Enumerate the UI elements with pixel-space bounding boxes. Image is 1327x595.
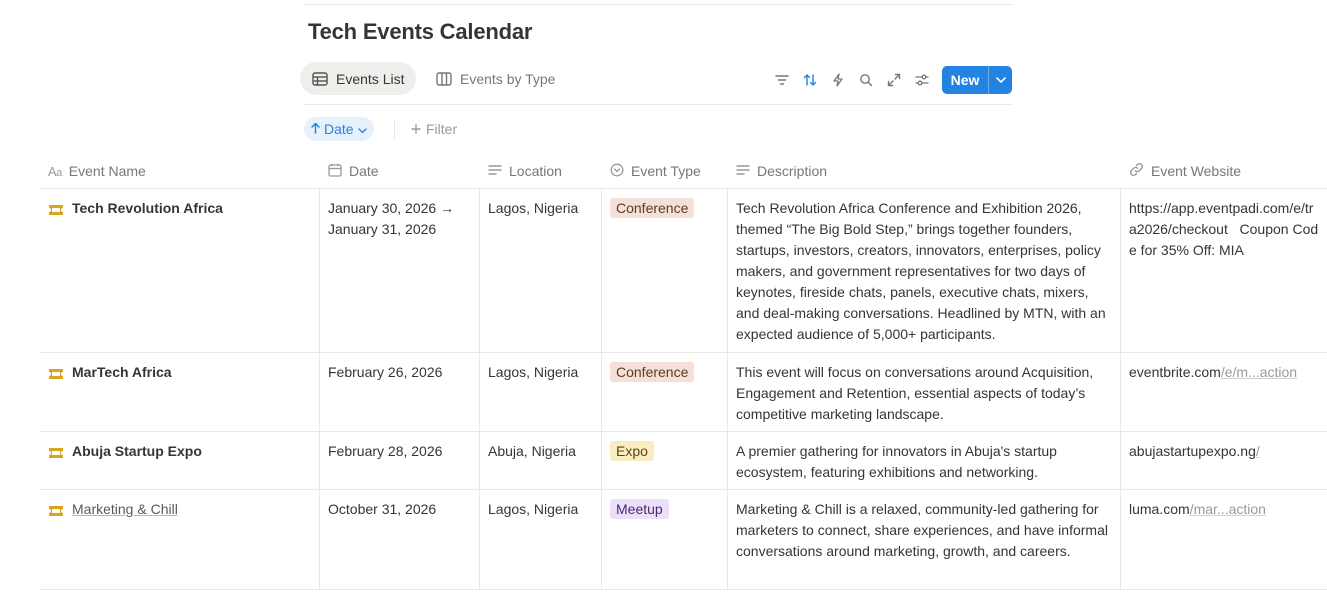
- table-icon: [312, 72, 328, 86]
- date-cell[interactable]: [320, 490, 480, 589]
- location: Abuja, Nigeria: [488, 443, 576, 459]
- text-lines-icon: [736, 163, 750, 179]
- description: A premier gathering for innovators in Abuja's startup ecosystem, featuring exhibitions and networking.: [736, 443, 1057, 480]
- column-label: Location: [509, 163, 562, 179]
- description-cell[interactable]: [728, 490, 1121, 589]
- tab-label: Events List: [336, 70, 405, 87]
- views-divider: [304, 104, 1013, 105]
- table-row[interactable]: [40, 189, 1327, 353]
- description: Tech Revolution Africa Conference and Exhibition 2026, themed “The Big Bold Step,” brings together founders, startups, investors, creators, innovators, enterprises, policy makers, and government representatives for two days of keynotes, fireside chats, panels, executive chats, mixers, and deal-making conversations. Headlined by MTN, with an expected audience of 5,000+ participants.: [736, 200, 1106, 342]
- website-link[interactable]: [1129, 364, 1297, 380]
- location-cell[interactable]: [480, 353, 602, 431]
- location-cell[interactable]: [480, 490, 602, 589]
- column-header-event-type[interactable]: [602, 154, 728, 188]
- expand-icon[interactable]: [885, 71, 903, 89]
- page-title: Tech Events Calendar: [308, 19, 533, 44]
- event-name: MarTech Africa: [72, 364, 172, 380]
- column-label: Date: [349, 163, 379, 179]
- arrow-up-icon: [311, 121, 320, 137]
- event-name: Tech Revolution Africa: [72, 200, 223, 216]
- plus-icon: [411, 121, 421, 137]
- search-icon[interactable]: [857, 71, 875, 89]
- column-header-event-website[interactable]: [1121, 154, 1327, 188]
- link-icon: [1129, 162, 1144, 180]
- chevron-down-icon[interactable]: [989, 66, 1012, 94]
- board-icon: [436, 72, 452, 86]
- date-start: January 30, 2026 →: [328, 200, 455, 216]
- title-aa-icon: Aa: [48, 163, 62, 179]
- column-label: Description: [757, 163, 828, 179]
- location-cell[interactable]: [480, 189, 602, 352]
- location-cell[interactable]: [480, 432, 602, 489]
- location: Lagos, Nigeria: [488, 501, 579, 517]
- top-divider: [304, 4, 1014, 5]
- event-name: Abuja Startup Expo: [72, 443, 202, 459]
- website-domain: eventbrite.com: [1129, 364, 1221, 380]
- website-link[interactable]: [1129, 443, 1260, 459]
- description-cell[interactable]: [728, 189, 1121, 352]
- table-header: [40, 154, 1327, 189]
- ticket-icon: [48, 365, 64, 386]
- table-row[interactable]: [40, 432, 1327, 490]
- event-type-cell[interactable]: [602, 189, 728, 352]
- website-link[interactable]: [1129, 200, 1318, 258]
- sort-icon[interactable]: [801, 71, 819, 89]
- website-cell[interactable]: [1121, 353, 1327, 431]
- sort-chip-date[interactable]: [304, 117, 374, 141]
- location: Lagos, Nigeria: [488, 364, 579, 380]
- event-name-cell[interactable]: [40, 490, 320, 589]
- date-start: October 31, 2026: [328, 501, 437, 517]
- date-cell[interactable]: [320, 189, 480, 352]
- new-button[interactable]: [942, 66, 1012, 94]
- ticket-icon: [48, 502, 64, 523]
- website-cell[interactable]: [1121, 432, 1327, 489]
- event-name-cell[interactable]: [40, 432, 320, 489]
- website-path: /: [1255, 443, 1260, 459]
- calendar-icon: [328, 163, 342, 180]
- filter-label: Filter: [426, 121, 458, 137]
- website-path: /mar...action: [1189, 501, 1266, 517]
- date-cell[interactable]: [320, 432, 480, 489]
- chevron-down-icon: [358, 121, 367, 137]
- text-lines-icon: [488, 163, 502, 179]
- event-type-tag: Conference: [610, 362, 694, 382]
- ticket-icon: [48, 201, 64, 222]
- description-cell[interactable]: [728, 353, 1121, 431]
- sort-chip-label: Date: [324, 121, 354, 137]
- date-start: February 28, 2026: [328, 443, 443, 459]
- website-cell[interactable]: [1121, 189, 1327, 352]
- event-type-tag: Conference: [610, 198, 694, 218]
- website-domain: abujastartupexpo.ng: [1129, 443, 1256, 459]
- event-name-cell[interactable]: [40, 353, 320, 431]
- date-start: February 26, 2026: [328, 364, 443, 380]
- website-domain: https://app.eventpadi.com/e/tra2026/checkout Coupon Code for 35% Off: MIA: [1129, 200, 1319, 258]
- description: Marketing & Chill is a relaxed, community-led gathering for marketers to connect, share experiences, and have informal conversations around marketing, growth, and careers.: [736, 501, 1108, 559]
- tab-events-by-type[interactable]: [424, 62, 567, 95]
- event-name-cell[interactable]: [40, 189, 320, 352]
- events-table: [40, 154, 1327, 590]
- website-cell[interactable]: [1121, 490, 1327, 589]
- add-filter-button[interactable]: [411, 118, 457, 140]
- column-label: Event Website: [1151, 163, 1242, 179]
- tab-events-list[interactable]: [300, 62, 416, 95]
- automation-bolt-icon[interactable]: [829, 71, 847, 89]
- column-header-event-name[interactable]: [40, 154, 320, 188]
- ticket-icon: [48, 444, 64, 465]
- column-label: Event Name: [68, 163, 146, 179]
- event-type-tag: Expo: [610, 441, 654, 461]
- views-bar: [300, 62, 1013, 96]
- event-type-cell[interactable]: [602, 353, 728, 431]
- event-name[interactable]: Marketing & Chill: [72, 501, 178, 517]
- filter-icon[interactable]: [773, 71, 791, 89]
- event-type-cell[interactable]: [602, 432, 728, 489]
- date-cell[interactable]: [320, 353, 480, 431]
- date-end: January 31, 2026: [328, 221, 437, 237]
- event-type-tag: Meetup: [610, 499, 669, 519]
- column-header-description[interactable]: [728, 154, 1121, 188]
- column-label: Event Type: [631, 163, 701, 179]
- description: This event will focus on conversations around Acquisition, Engagement and Retention, essential aspects of today’s competitive marketing landscape.: [736, 364, 1094, 422]
- website-path: /e/m...action: [1220, 364, 1298, 380]
- event-type-cell[interactable]: [602, 490, 728, 589]
- filter-divider: [394, 119, 395, 139]
- new-button-label: New: [950, 72, 980, 88]
- tab-label: Events by Type: [460, 70, 556, 87]
- location: Lagos, Nigeria: [488, 200, 579, 216]
- settings-sliders-icon[interactable]: [913, 71, 931, 89]
- column-header-location[interactable]: [480, 154, 602, 188]
- website-domain: luma.com: [1129, 501, 1190, 517]
- column-header-date[interactable]: [320, 154, 480, 188]
- table-row[interactable]: [40, 490, 1327, 590]
- website-link[interactable]: [1129, 501, 1266, 517]
- description-cell[interactable]: [728, 432, 1121, 489]
- select-icon: [610, 163, 624, 180]
- table-row[interactable]: [40, 353, 1327, 432]
